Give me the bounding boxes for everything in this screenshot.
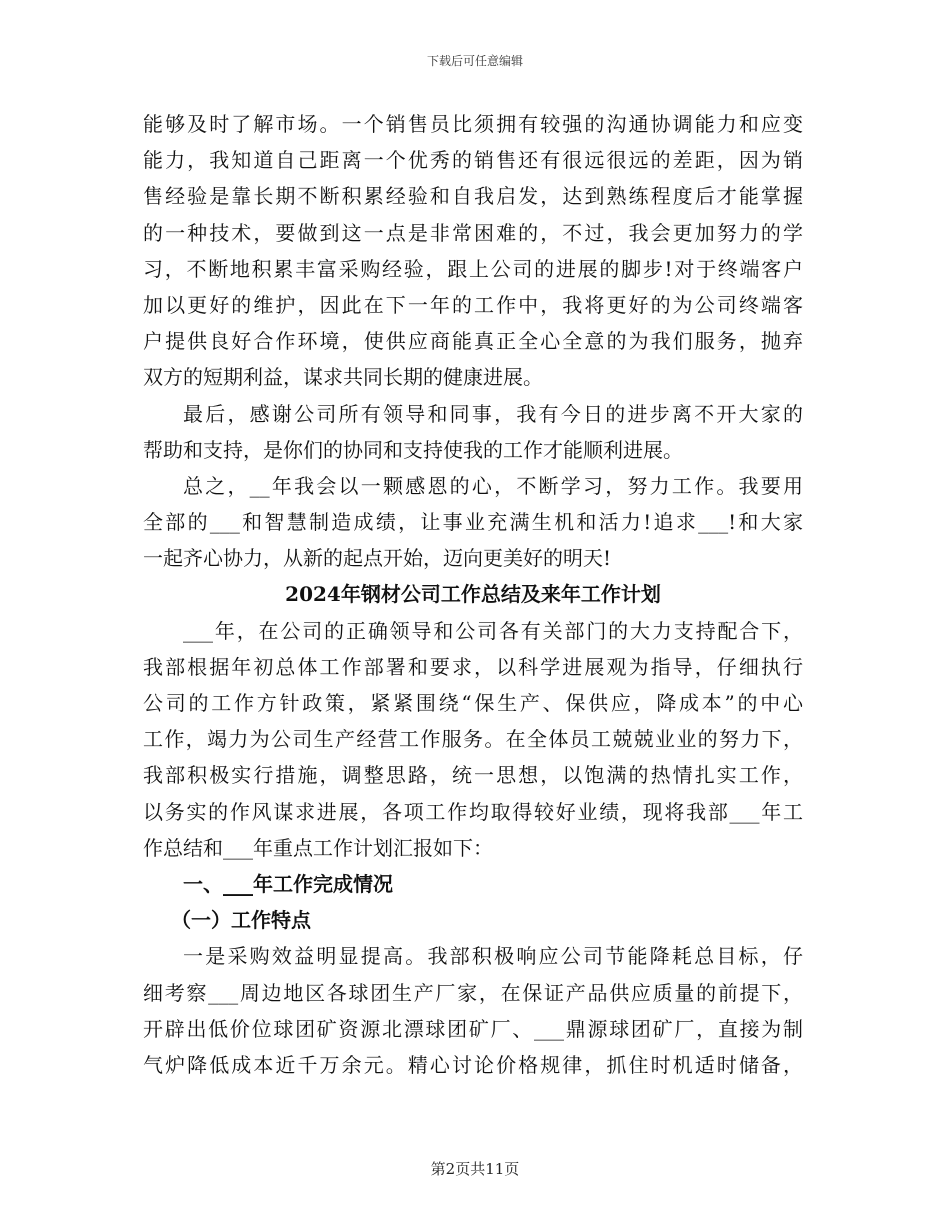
body-line: 一起齐心协力，从新的起点开始，迈向更美好的明天! [143,546,612,571]
body-line: 售经验是靠长期不断积累经验和自我启发，达到熟练程度后才能掌握 [143,184,803,209]
body-line: 能力，我知道自己距离一个优秀的销售还有很远很远的差距，因为销 [143,148,803,173]
body-line: 一是采购效益明显提高。我部积极响应公司节能降耗总目标，仔 [183,944,803,969]
body-line: 最后，感谢公司所有领导和同事，我有今日的进步离不开大家的 [183,401,803,426]
body-line: 公司的工作方针政策，紧紧围绕“保生产、保供应，降成本”的中心 [143,691,803,715]
body-line: 工作，竭力为公司生产经营工作服务。在全体员工兢兢业业的努力下， [143,727,803,752]
body-line: 细考察___周边地区各球团生产厂家，在保证产品供应质量的前提下， [143,980,803,1005]
body-line: 双方的短期利益，谋求共同长期的健康进展。 [143,365,543,390]
body-line: 加以更好的维护，因此在下一年的工作中，我将更好的为公司终端客 [143,292,803,317]
page-header: 下载后可任意编辑 [426,54,523,68]
heading-level-2: （一）工作特点 [171,908,311,933]
body-line: 习，不断地积累丰富采购经验，跟上公司的进展的脚步!对于终端客户 [143,256,803,281]
heading-level-1: 一、___年工作完成情况 [183,871,393,896]
body-line: 能够及时了解市场。一个销售员比须拥有较强的沟通协调能力和应变 [143,112,803,136]
body-line: 我部积极实行措施，调整思路，统一思想，以饱满的热情扎实工作， [143,763,803,788]
body-line: ___年，在公司的正确领导和公司各有关部门的大力支持配合下， [183,618,803,643]
body-line: 开辟出低价位球团矿资源北漂球团矿厂、___鼎源球团矿厂，直接为制 [143,1016,803,1041]
body-line: 的一种技术，要做到这一点是非常困难的，不过，我会更加努力的学 [143,220,803,245]
body-line: 户提供良好合作环境，使供应商能真正全心全意的为我们服务，抛弃 [143,329,803,354]
document-body [143,106,803,1083]
section-title: 2024年钢材公司工作总结及来年工作计划 [285,582,661,607]
body-line: 我部根据年初总体工作部署和要求，以科学进展观为指导，仔细执行 [143,654,803,679]
body-line: 作总结和___年重点工作计划汇报如下： [143,835,493,860]
body-line: 以务实的作风谋求进展，各项工作均取得较好业绩，现将我部___年工 [143,799,803,824]
page-number: 第2页共11页 [430,1160,520,1178]
body-line: 全部的___和智慧制造成绩，让事业充满生机和活力!追求___!和大家 [143,510,803,535]
body-line: 帮助和支持，是你们的协同和支持使我的工作才能顺利进展。 [143,437,683,462]
body-line: 总之，__年我会以一颗感恩的心，不断学习，努力工作。我要用 [183,473,803,498]
body-line: 气炉降低成本近千万余元。精心讨论价格规律，抓住时机适时储备， [143,1052,803,1077]
